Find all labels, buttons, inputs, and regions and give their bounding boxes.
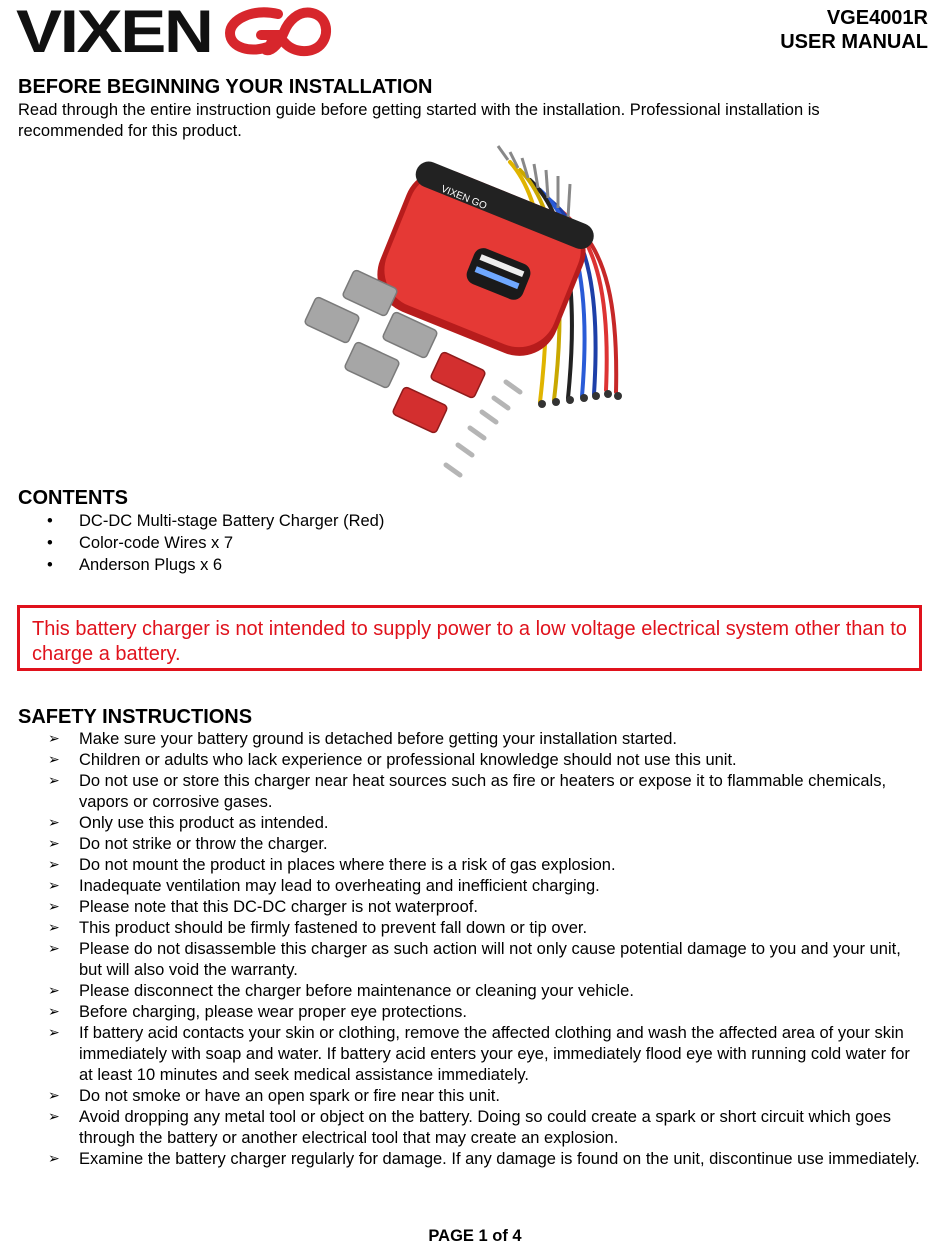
page-number: PAGE 1 of 4 (428, 1227, 522, 1245)
list-item: ➢ Please disconnect the charger before maintenance or cleaning your vehicle. (18, 981, 928, 1002)
svg-text:VIXEN: VIXEN (16, 2, 212, 60)
safety-list (18, 729, 928, 1170)
vixen-go-logo (16, 2, 346, 60)
list-item: ➢ This product should be firmly fastened to prevent fall down or tip over. (18, 918, 928, 939)
document-type: USER MANUAL (780, 31, 928, 53)
list-item: ➢ Inadequate ventilation may lead to overheating and inefficient charging. (18, 876, 928, 897)
intro-heading: BEFORE BEGINNING YOUR INSTALLATION (18, 76, 433, 98)
list-item: ➢ Avoid dropping any metal tool or object on the battery. Doing so could create a spark or short circuit which goes through the battery or another electrical tool that may create an explosion. (18, 1107, 928, 1149)
list-item: ➢ Children or adults who lack experience or professional knowledge should not use this unit. (18, 750, 928, 771)
model-number: VGE4001R (826, 7, 928, 29)
list-item: • Color-code Wires x 7 (18, 532, 384, 554)
list-item: • DC-DC Multi-stage Battery Charger (Red) (18, 510, 384, 532)
list-item: ➢ Only use this product as intended. (18, 813, 928, 834)
intro-text: Read through the entire instruction guide before getting started with the installation. Professional installation is recommended for this product. (18, 101, 820, 140)
safety-heading: SAFETY INSTRUCTIONS (18, 706, 253, 728)
list-item: ➢ Examine the battery charger regularly for damage. If any damage is found on the unit, discontinue use immediately. (18, 1149, 928, 1170)
list-item: ➢ Do not mount the product in places where there is a risk of gas explosion. (18, 855, 928, 876)
list-item: • Anderson Plugs x 6 (18, 554, 384, 576)
list-item: ➢ Do not use or store this charger near heat sources such as fire or heaters or expose it to flammable chemicals, vapors or corrosive gases. (18, 771, 928, 813)
list-item: ➢ Please do not disassemble this charger as such action will not only cause potential damage to you and your unit, but will also void the warranty. (18, 939, 928, 981)
svg-text:VIXEN GO: VIXEN GO (439, 183, 489, 213)
document-header (780, 6, 928, 54)
contents-list (18, 510, 384, 576)
contents-heading: CONTENTS (18, 487, 128, 509)
list-item: ➢ Do not smoke or have an open spark or fire near this unit. (18, 1086, 928, 1107)
product-image (298, 140, 648, 490)
list-item: ➢ If battery acid contacts your skin or clothing, remove the affected clothing and wash the affected area of your skin immediately with soap and water. If battery acid enters your eye, immediately flood eye with running cold water for at least 10 minutes and seek medical assistance immediately. (18, 1023, 928, 1086)
list-item: ➢ Make sure your battery ground is detached before getting your installation started. (18, 729, 928, 750)
list-item: ➢ Please note that this DC-DC charger is not waterproof. (18, 897, 928, 918)
list-item: ➢ Do not strike or throw the charger. (18, 834, 928, 855)
list-item: ➢ Before charging, please wear proper eye protections. (18, 1002, 928, 1023)
warning-box: This battery charger is not intended to supply power to a low voltage electrical system other than to charge a battery. (17, 605, 922, 671)
